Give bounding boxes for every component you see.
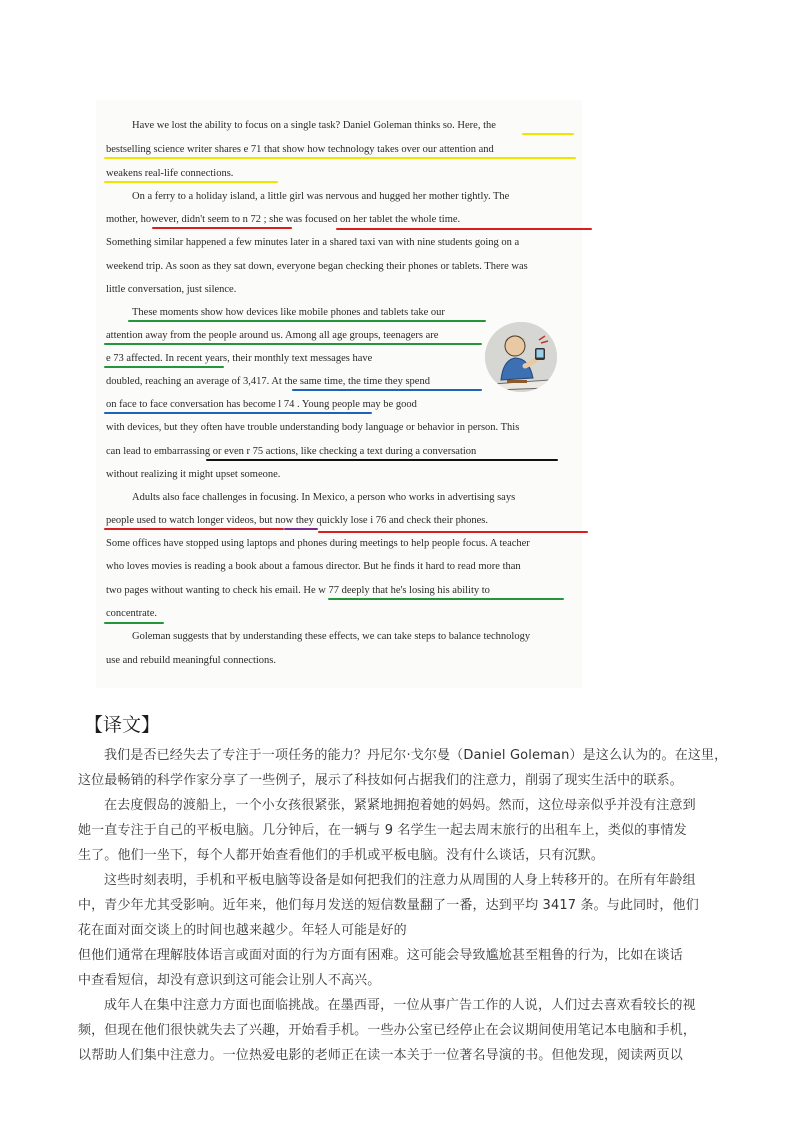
passage-line: attention away from the people around us. Among all age groups, teenagers are (106, 330, 439, 341)
translation-line: 花在面对面交谈上的时间也越来越少。年轻人可能是好的 (78, 923, 407, 938)
passage-line: On a ferry to a holiday island, a little girl was nervous and hugged her mother tightly. The (132, 191, 510, 202)
translation-heading: 【译文】 (84, 714, 161, 736)
purple-underline (284, 528, 318, 530)
red-underline (152, 227, 292, 229)
yellow-underline (104, 157, 576, 159)
translation-line: 中查看短信，却没有意识到这可能会让别人不高兴。 (78, 973, 381, 988)
passage-line: on face to face conversation has become l 74 . Young people may be good (106, 399, 417, 410)
boy-with-phone-illustration (485, 322, 557, 392)
red-underline (336, 228, 592, 230)
passage-line: who loves movies is reading a book about a famous director. But he finds it hard to read more than (106, 561, 521, 572)
scanned-passage (96, 100, 582, 688)
green-underline (104, 343, 482, 345)
passage-line: Some offices have stopped using laptops and phones during meetings to help people focus. A teacher (106, 538, 530, 549)
passage-line: e 73 affected. In recent years, their monthly text messages have (106, 353, 373, 364)
yellow-underline (522, 133, 574, 135)
yellow-underline (104, 181, 278, 183)
translation-line: 但他们通常在理解肢体语言或面对面的行为方面有困难。这可能会导致尴尬甚至粗鲁的行为，比如在谈话 (78, 948, 683, 963)
passage-line: mother, however, didn't seem to n 72 ; she was focused on her tablet the whole time. (106, 214, 461, 225)
passage-line: concentrate. (106, 608, 158, 619)
passage-line: two pages without wanting to check his email. He w 77 deeply that he's losing his ability to (106, 585, 490, 596)
translation-line: 频，但现在他们很快就失去了兴趣，开始看手机。一些办公室已经停止在会议期间使用笔记本电脑和手机， (78, 1023, 697, 1038)
passage-line: Have we lost the ability to focus on a single task? Daniel Goleman thinks so. Here, the (132, 120, 496, 131)
translation-line: 这些时刻表明，手机和平板电脑等设备是如何把我们的注意力从周围的人身上转移开的。在所有年龄组 (104, 873, 696, 888)
passage-line: with devices, but they often have trouble understanding body language or behavior in person. This (106, 422, 520, 433)
black-underline (206, 459, 558, 461)
passage-line: These moments show how devices like mobile phones and tablets take our (132, 307, 445, 318)
passage-line: people used to watch longer videos, but now they quickly lose i 76 and check their phones. (106, 515, 488, 526)
passage-line: without realizing it might upset someone. (106, 469, 281, 480)
green-underline (104, 366, 224, 368)
passage-line: weakens real-life connections. (106, 168, 234, 179)
blue-underline (292, 389, 482, 391)
translation-line: 她一直专注于自己的平板电脑。几分钟后，在一辆与 9 名学生一起去周末旅行的出租车上，类似的事情发 (78, 823, 687, 838)
translation-line: 我们是否已经失去了专注于一项任务的能力？丹尼尔·戈尔曼（Daniel Goleman）是这么认为的。在这里， (104, 748, 728, 763)
green-underline (128, 320, 486, 322)
passage-line: Goleman suggests that by understanding these effects, we can take steps to balance technology (132, 631, 531, 642)
green-underline (328, 598, 564, 600)
passage-line: use and rebuild meaningful connections. (106, 655, 276, 666)
passage-line: doubled, reaching an average of 3,417. At the same time, the time they spend (106, 376, 430, 387)
passage-line: Adults also face challenges in focusing. In Mexico, a person who works in advertising says (132, 492, 516, 503)
passage-line: little conversation, just silence. (106, 284, 237, 295)
translation-line: 成年人在集中注意力方面也面临挑战。在墨西哥，一位从事广告工作的人说，人们过去喜欢看较长的视 (104, 998, 696, 1013)
translation-line: 这位最畅销的科学作家分享了一些例子，展示了科技如何占据我们的注意力，削弱了现实生活中的联系。 (78, 773, 683, 788)
translation-line: 在去度假岛的渡船上，一个小女孩很紧张，紧紧地拥抱着她的妈妈。然而，这位母亲似乎并没有注意到 (104, 798, 696, 813)
translation-line: 中，青少年尤其受影响。近年来，他们每月发送的短信数量翻了一番，达到平均 3417 条。与此同时，他们 (78, 898, 699, 913)
passage-line: bestselling science writer shares e 71 that show how technology takes over our attention and (106, 144, 494, 155)
passage-line: Something similar happened a few minutes later in a shared taxi van with nine students going on a (106, 237, 520, 248)
green-underline (104, 622, 164, 624)
translation-line: 以帮助人们集中注意力。一位热爱电影的老师正在读一本关于一位著名导演的书。但他发现，阅读两页以 (78, 1048, 683, 1063)
red-underline (318, 531, 588, 533)
translation-line: 生了。他们一坐下，每个人都开始查看他们的手机或平板电脑。没有什么谈话，只有沉默。 (78, 848, 605, 863)
passage-line: can lead to embarrassing or even r 75 actions, like checking a text during a conversation (106, 446, 477, 457)
passage-line: weekend trip. As soon as they sat down, everyone began checking their phones or tablets. There was (106, 261, 528, 272)
blue-underline (104, 412, 372, 414)
red-underline (104, 528, 284, 530)
